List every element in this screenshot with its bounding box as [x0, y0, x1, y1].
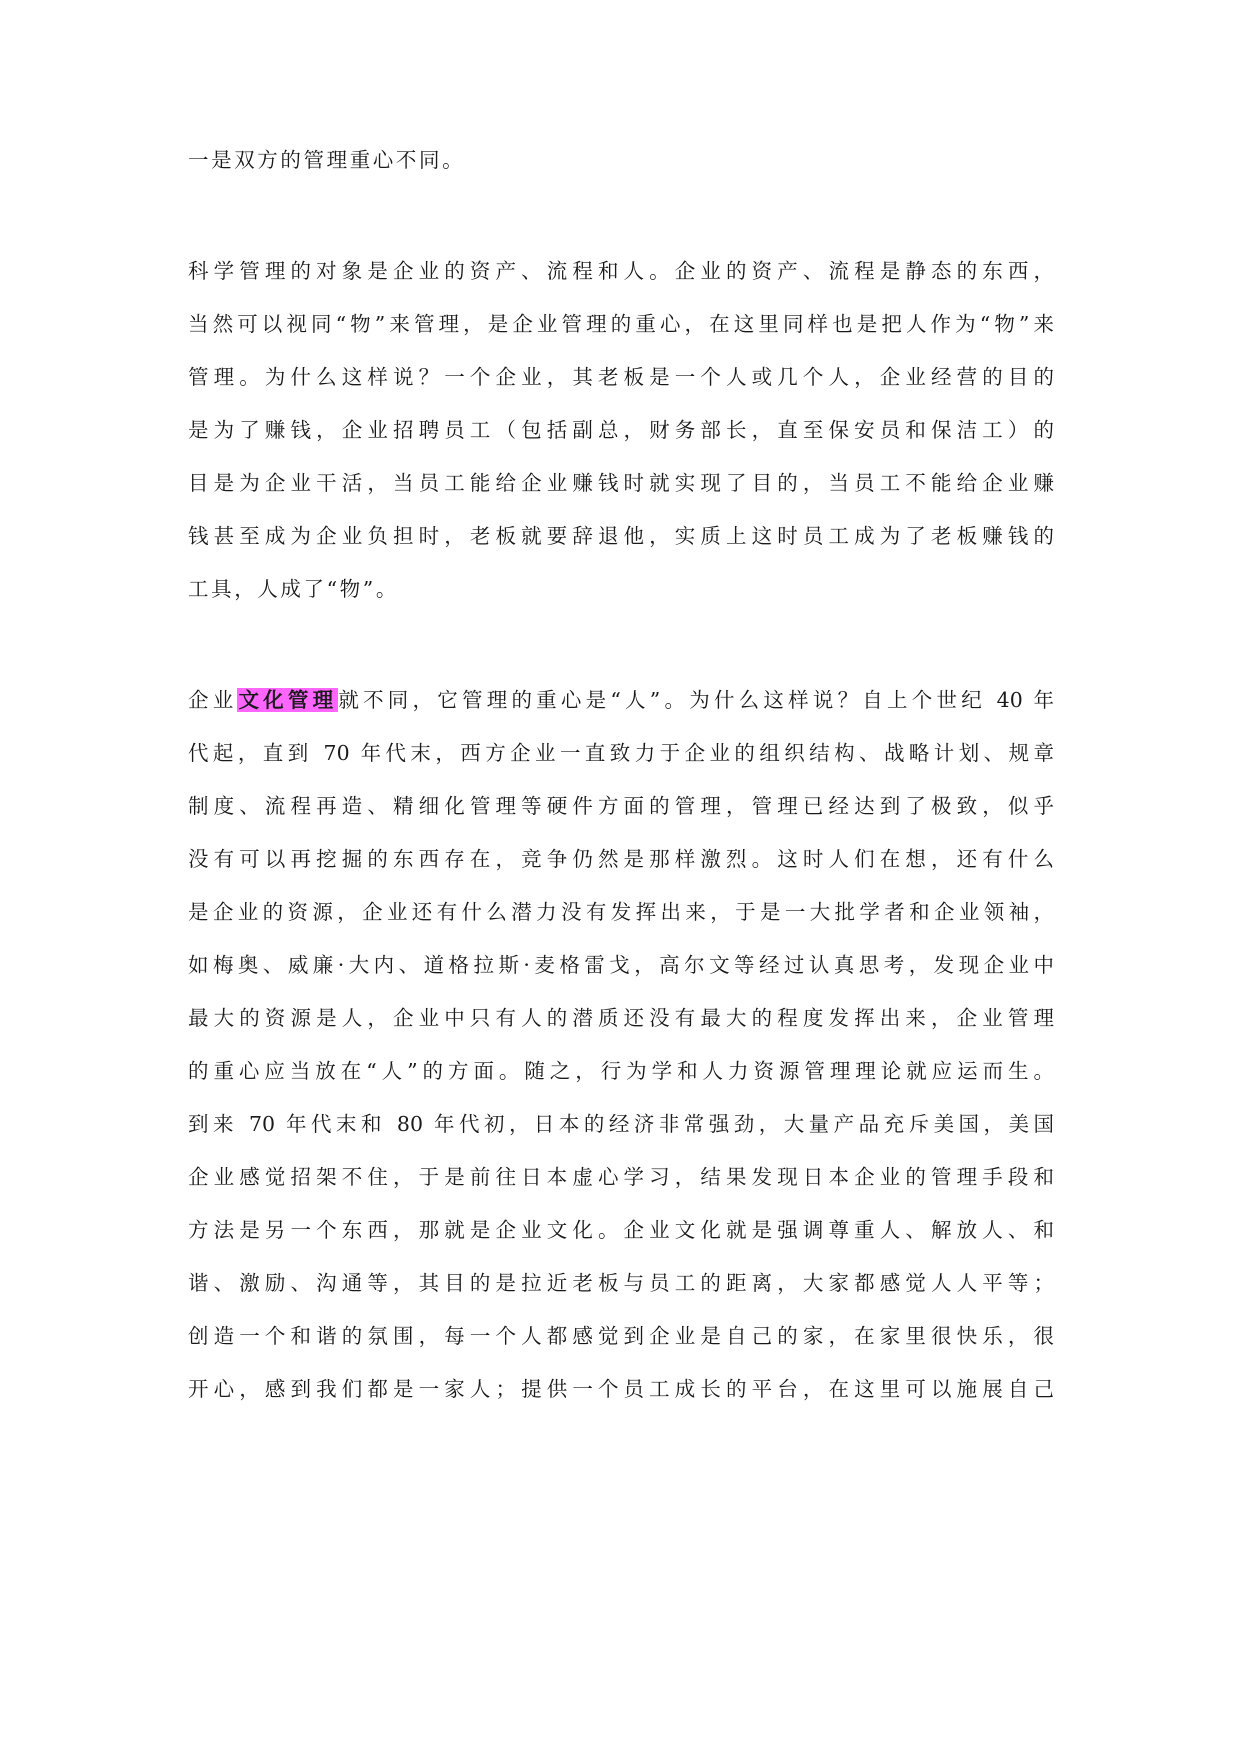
highlighted-term: 文化管理 — [238, 688, 338, 712]
paragraph1-line-7: 工具，人成了“物”。 — [188, 577, 399, 601]
text-after-highlight: 就不同，它管理的重心是“人”。为什么这样说？自上个世纪 40 年 — [338, 688, 1055, 712]
paragraph2-line-4: 没有可以再挖掘的东西存在，竞争仍然是那样激烈。这时人们在想，还有什么 — [188, 847, 1054, 871]
paragraph2-line-8: 的重心应当放在“人”的方面。随之，行为学和人力资源管理理论就应运而生。 — [188, 1059, 1054, 1083]
paragraph1-line-3: 管理。为什么这样说？一个企业，其老板是一个人或几个人，企业经营的目的 — [188, 365, 1054, 389]
paragraph1-line-4: 是为了赚钱，企业招聘员工（包括副总，财务部长，直至保安员和保洁工）的 — [188, 418, 1054, 442]
paragraph1-line-2: 当然可以视同“物”来管理，是企业管理的重心，在这里同样也是把人作为“物”来 — [188, 312, 1054, 336]
paragraph2-line-11: 方法是另一个东西，那就是企业文化。企业文化就是强调尊重人、解放人、和 — [188, 1218, 1054, 1242]
heading-line: 一是双方的管理重心不同。 — [188, 148, 466, 172]
paragraph2-line-6: 如梅奥、威廉·大内、道格拉斯·麦格雷戈，高尔文等经过认真思考，发现企业中 — [188, 953, 1054, 977]
paragraph2-line-9: 到来 70 年代末和 80 年代初，日本的经济非常强劲，大量产品充斥美国，美国 — [188, 1112, 1054, 1136]
paragraph2-line-2: 代起，直到 70 年代末，西方企业一直致力于企业的组织结构、战略计划、规章 — [188, 741, 1054, 765]
paragraph2-line-12: 谐、激励、沟通等，其目的是拉近老板与员工的距离，大家都感觉人人平等； — [188, 1271, 1054, 1295]
paragraph2-line-7: 最大的资源是人，企业中只有人的潜质还没有最大的程度发挥出来，企业管理 — [188, 1006, 1054, 1030]
paragraph2-line-14: 开心，感到我们都是一家人；提供一个员工成长的平台，在这里可以施展自己 — [188, 1377, 1054, 1401]
paragraph2-line-5: 是企业的资源，企业还有什么潜力没有发挥出来，于是一大批学者和企业领袖， — [188, 900, 1054, 924]
paragraph2-line-10: 企业感觉招架不住，于是前往日本虚心学习，结果发现日本企业的管理手段和 — [188, 1165, 1054, 1189]
paragraph2-line-13: 创造一个和谐的氛围，每一个人都感觉到企业是自己的家，在家里很快乐，很 — [188, 1324, 1054, 1348]
paragraph1-line-6: 钱甚至成为企业负担时，老板就要辞退他，实质上这时员工成为了老板赚钱的 — [188, 524, 1054, 548]
paragraph2-line-3: 制度、流程再造、精细化管理等硬件方面的管理，管理已经达到了极致，似乎 — [188, 794, 1054, 818]
paragraph2-line-1 — [188, 680, 1054, 720]
paragraph1-line-1: 科学管理的对象是企业的资产、流程和人。企业的资产、流程是静态的东西， — [188, 259, 1054, 283]
paragraph1-line-5: 目是为企业干活，当员工能给企业赚钱时就实现了目的，当员工不能给企业赚 — [188, 471, 1054, 495]
text-before-highlight: 企业 — [188, 688, 238, 712]
